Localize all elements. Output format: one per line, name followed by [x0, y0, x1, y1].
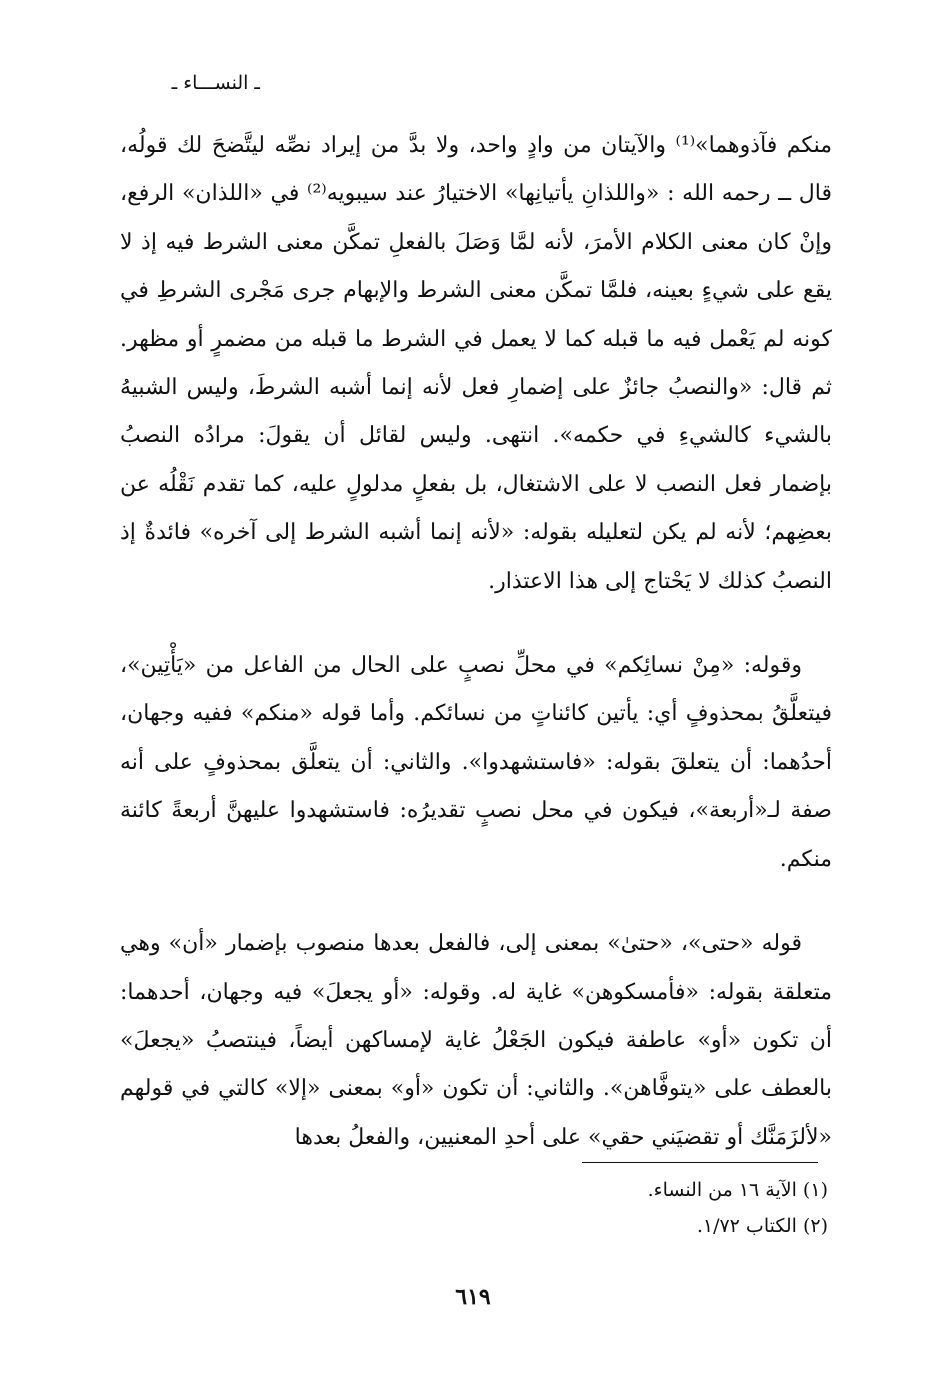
paragraph-2: وقوله: «مِنْ نسائِكم» في محلِّ نصبٍ على الحال من الفاعل من «يَأْتِين»، فيتعلَّقُ بمحذوفٍ أي: يأتين كائناتٍ من نسائكم. وأما قوله «منكم» ففيه وجهان، أحدُهما: أن يتعلقَ بقوله: «فاستشهدوا». والثاني: أن يتعلَّق بمحذوفٍ على أنه صفة لـ«أربعة»، فيكون في محل نصبٍ تقديرُه: فاستشهدوا عليهنَّ أربعةً كائنة منكم.	[120, 653, 832, 872]
page-number: ٦١٩	[455, 1284, 491, 1310]
footnotes	[380, 1172, 828, 1244]
footnote-divider	[582, 1162, 818, 1163]
main-text	[120, 122, 832, 1162]
footnote-1: (١) الآية ١٦ من النساء.	[647, 1179, 828, 1201]
paragraph-3: قوله «حتى»، «حتىٰ» بمعنى إلى، فالفعل بعدها منصوب بإضمار «أن» وهي متعلقة بقوله: «فأمسكوهن» غاية له. وقوله: «أو يجعلَ» فيه وجهان، أحدهما: أن تكون «أو» عاطفة فيكون الجَعْلُ غاية لإمساكهن أيضاً، فينتصبُ «يجعلَ» بالعطف على «يتوفَّاهن». والثاني: أن تكون «أو» بمعنى «إلا» كالتي في قولهم «لألزَمَنَّك أو تقضيَني حقي» على أحدِ المعنيين، والفعلُ بعدها	[120, 931, 832, 1150]
running-header: ـ النســـاء ـ	[171, 72, 260, 94]
paragraph-1: منكم فآذوهما»⁽¹⁾ والآيتان من وادٍ واحد، ولا بدَّ من إيراد نصِّه ليتَّضحَ لك قولُه، قال ــ رحمه الله : «واللذانِ يأتيانِها» الاختيارُ عند سيبويه⁽²⁾ في «اللذان» الرفع، وإنْ كان معنى الكلام الأمرَ، لأنه لمَّا وَصَلَ بالفعلِ تمكَّن معنى الشرط فيه إذ لا يقع على شيءٍ بعينه، فلمَّا تمكَّن معنى الشرط والإبهام جرى مَجْرى الشرطِ في كونه لم يَعْمل فيه ما قبله كما لا يعمل في الشرط ما قبله من مضمرٍ أو مظهر. ثم قال: «والنصبُ جائزٌ على إضمارِ فعل لأنه إنما أشبه الشرطَ، وليس الشبيهُ بالشيء كالشيءِ في حكمه». انتهى. وليس لقائل أن يقولَ: مرادُه النصبُ بإضمار فعل النصب لا على الاشتغال، بل بفعلٍ مدلولٍ عليه، كما تقدم نَقْلُه عن بعضِهم؛ لأنه لم يكن لتعليله بقوله: «لأنه إنما أشبه الشرط إلى آخره» فائدةٌ إذ النصبُ كذلك لا يَحْتاج إلى هذا الاعتذار.	[120, 133, 833, 594]
footnote-2: (٢) الكتاب ١/٧٢.	[696, 1215, 828, 1237]
